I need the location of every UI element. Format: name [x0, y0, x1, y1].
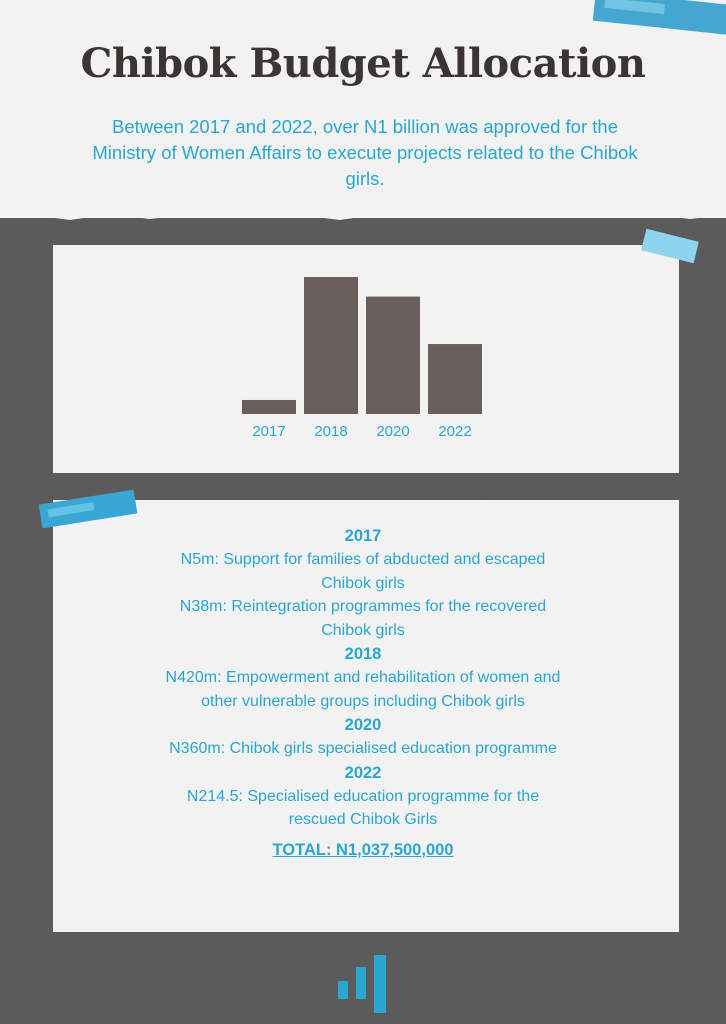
page-title: Chibok Budget Allocation	[80, 40, 646, 87]
breakdown-section-2018	[0, 642, 726, 713]
chart-panel	[53, 245, 679, 473]
x-tick-label-2022: 2022	[438, 423, 472, 440]
budget-bar-chart	[53, 245, 679, 473]
bar-2020	[366, 297, 420, 414]
allocation-item: N360m: Chibok girls specialised education programme	[169, 740, 557, 757]
allocation-item: N214.5: Specialised education programme for the rescued Chibok Girls	[186, 787, 540, 828]
budget-breakdown-list	[0, 524, 726, 862]
x-tick-label-2017: 2017	[252, 423, 286, 440]
x-tick-label-2018: 2018	[314, 423, 348, 440]
breakdown-section-2020	[0, 713, 726, 761]
allocation-item: N5m: Support for families of abducted and escaped Chibok girls	[180, 551, 546, 592]
decorative-tape-top-right	[593, 0, 726, 35]
x-tick-label-2020: 2020	[376, 423, 410, 440]
bar-2017	[242, 400, 296, 414]
allocation-item: N38m: Reintegration programmes for the recovered Chibok girls	[179, 598, 547, 639]
bar-2022	[428, 344, 482, 414]
bar-2018	[304, 277, 358, 414]
torn-edge-top	[0, 196, 726, 236]
allocation-item: N420m: Empowerment and rehabilitation of women and other vulnerable groups including Chibok girls	[165, 669, 561, 710]
year-heading: 2018	[344, 645, 382, 663]
year-heading: 2022	[344, 763, 382, 782]
breakdown-section-2017	[0, 524, 726, 642]
breakdown-section-2022	[0, 761, 726, 832]
year-heading: 2017	[344, 527, 382, 545]
total-amount: TOTAL: N1,037,500,000	[272, 840, 454, 859]
year-heading: 2020	[344, 716, 382, 734]
bar-chart-logo-icon	[338, 955, 394, 1015]
page-subtitle: Between 2017 and 2022, over N1 billion was approved for the Ministry of Women Affairs to execute projects related to the Chibok girls.	[92, 116, 638, 189]
